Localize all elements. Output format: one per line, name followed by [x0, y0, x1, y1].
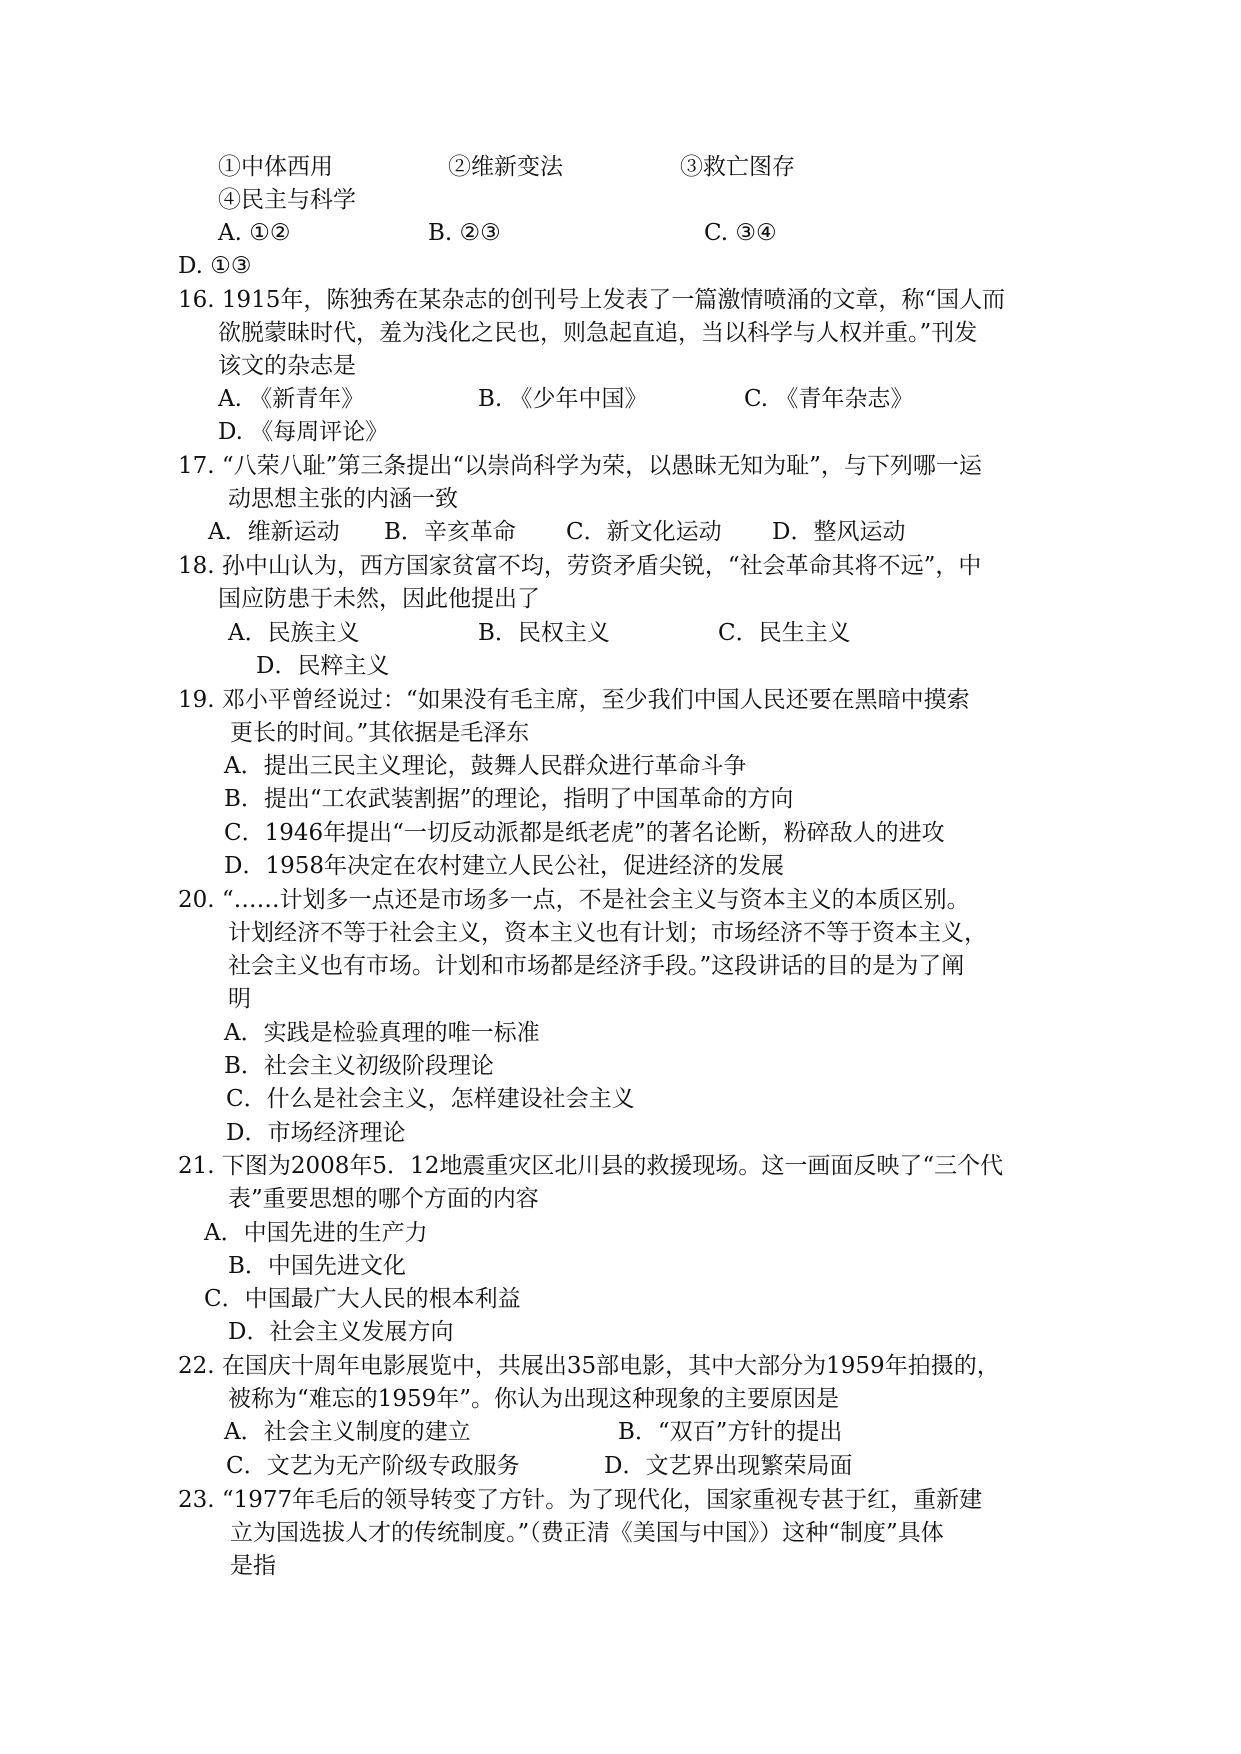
- q21-stem-line-2: 表”重要思想的哪个方面的内容: [228, 1186, 539, 1212]
- q17-option-c: C．新文化运动: [566, 519, 722, 545]
- q21-stem-line-1: 21. 下图为2008年5．12地震重灾区北川县的救援现场。这一画面反映了“三个代: [178, 1153, 1004, 1179]
- q18-option-c: C．民生主义: [718, 620, 851, 646]
- q16-option-d: D. 《每周评论》: [218, 419, 389, 445]
- q21-option-d: D．社会主义发展方向: [228, 1319, 454, 1345]
- q15-item-4: ④民主与科学: [218, 187, 356, 213]
- q19-option-a: A．提出三民主义理论，鼓舞人民群众进行革命斗争: [224, 753, 747, 779]
- q17-stem-line-1: 17. “八荣八耻”第三条提出“以崇尚科学为荣，以愚昧无知为耻”，与下列哪一运: [178, 453, 982, 479]
- q22-option-d: D．文艺界出现繁荣局面: [604, 1453, 853, 1479]
- q18-stem-line-2: 国应防患于未然，因此他提出了: [218, 586, 540, 612]
- q22-option-b: B．“双百”方针的提出: [618, 1419, 843, 1445]
- q22-option-a: A．社会主义制度的建立: [224, 1419, 471, 1445]
- q15-item-3: ③救亡图存: [680, 154, 795, 180]
- q16-stem-line-1: 16. 1915年，陈独秀在某杂志的创刊号上发表了一篇激情喷涌的文章，称“国人而: [178, 287, 1006, 313]
- q20-stem-line-4: 明: [228, 986, 251, 1012]
- q19-stem-line-1: 19. 邓小平曾经说过：“如果没有毛主席，至少我们中国人民还要在黑暗中摸索: [178, 687, 970, 713]
- q15-item-1: ①中体西用: [218, 154, 333, 180]
- q22-stem-line-1: 22. 在国庆十周年电影展览中，共展出35部电影，其中大部分为1959年拍摄的，: [178, 1353, 1000, 1379]
- q17-option-a: A．维新运动: [208, 519, 340, 545]
- q16-option-b: B. 《少年中国》: [478, 386, 648, 412]
- q20-option-c: C．什么是社会主义，怎样建设社会主义: [226, 1086, 635, 1112]
- q19-option-b: B．提出“工农武装割据”的理论，指明了中国革命的方向: [224, 786, 794, 812]
- q17-stem-line-2: 动思想主张的内涵一致: [228, 486, 458, 512]
- q15-option-a: A. ①②: [218, 220, 291, 246]
- q19-option-d: D．1958年决定在农村建立人民公社，促进经济的发展: [224, 853, 784, 879]
- q21-option-b: B．中国先进文化: [228, 1253, 406, 1279]
- q19-option-c: C．1946年提出“一切反动派都是纸老虎”的著名论断，粉碎敌人的进攻: [224, 820, 945, 846]
- q20-stem-line-3: 社会主义也有市场。计划和市场都是经济手段。”这段讲话的目的是为了阐: [228, 953, 965, 979]
- q17-option-b: B．辛亥革命: [384, 519, 516, 545]
- q16-stem-line-3: 该文的杂志是: [218, 353, 356, 379]
- q23-stem-line-2: 立为国选拔人才的传统制度。”（费正清《美国与中国》）这种“制度”具体: [230, 1520, 944, 1546]
- q23-stem-line-3: 是指: [230, 1553, 276, 1579]
- q15-option-c: C. ③④: [704, 220, 777, 246]
- q16-option-c: C. 《青年杂志》: [744, 386, 914, 412]
- q17-option-d: D．整风运动: [772, 519, 906, 545]
- q20-stem-line-2: 计划经济不等于社会主义，资本主义也有计划；市场经济不等于资本主义，: [228, 920, 987, 946]
- q23-stem-line-1: 23. “1977年毛后的领导转变了方针。为了现代化，国家重视专甚于红，重新建: [178, 1487, 983, 1513]
- q22-stem-line-2: 被称为“难忘的1959年”。你认为出现这种现象的主要原因是: [228, 1386, 840, 1412]
- q18-option-a: A．民族主义: [228, 620, 360, 646]
- q18-stem-line-1: 18. 孙中山认为，西方国家贫富不均，劳资矛盾尖锐，“社会革命其将不远”，中: [178, 553, 982, 579]
- q15-option-b: B. ②③: [428, 220, 501, 246]
- q20-option-b: B．社会主义初级阶段理论: [224, 1053, 494, 1079]
- q18-option-d: D．民粹主义: [256, 653, 390, 679]
- q15-item-2: ②维新变法: [448, 154, 563, 180]
- q16-stem-line-2: 欲脱蒙昧时代，羞为浅化之民也，则急起直追，当以科学与人权并重。”刊发: [218, 320, 978, 346]
- q16-option-a: A. 《新青年》: [218, 386, 365, 412]
- q18-option-b: B．民权主义: [478, 620, 610, 646]
- q22-option-c: C．文艺为无产阶级专政服务: [226, 1453, 520, 1479]
- q20-stem-line-1: 20. “……计划多一点还是市场多一点，不是社会主义与资本主义的本质区别。: [178, 887, 970, 913]
- q20-option-a: A．实践是检验真理的唯一标准: [224, 1020, 540, 1046]
- q20-option-d: D．市场经济理论: [226, 1120, 406, 1146]
- q19-stem-line-2: 更长的时间。”其依据是毛泽东: [230, 720, 530, 746]
- q21-option-a: A．中国先进的生产力: [204, 1220, 428, 1246]
- q21-option-c: C．中国最广大人民的根本利益: [204, 1286, 521, 1312]
- q15-option-d: D. ①③: [178, 253, 252, 279]
